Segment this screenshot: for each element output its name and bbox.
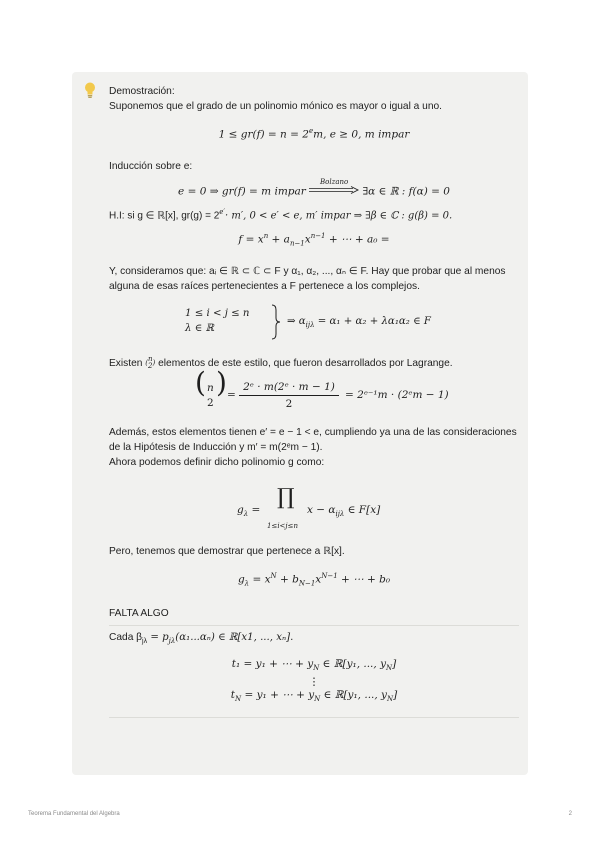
proof-title: Demostración: <box>109 86 175 97</box>
equation-g-lambda: $g_\lambda = x^N + b_{N-1}x^{N-1}$ + ⋯ + b₀ <box>237 571 391 588</box>
right-brace-icon <box>271 304 281 340</box>
divider-bottom <box>109 717 519 718</box>
equation-product: $g_\lambda$ = ∏ 1≤i<j≤n $x - \alpha_{ij\lambda}$ ∈ F[x] <box>237 484 381 530</box>
pero-text: Pero, tenemos que demostrar que pertenece a ℝ[x]. <box>109 545 345 557</box>
equation-binomial: ( n 2 ) = 2ᵉ · m(2ᵉ · m − 1) 2 = 2ᵉ⁻¹m · (2ᵉm − 1) <box>195 365 449 410</box>
induction-hypothesis: H.I: si g ∈ ℝ[x], $gr(g) = 2^{e'}\cdot m'$, 0 < e′ < e, m′ impar ⇒ ∃β ∈ ℂ : g(β) = 0. <box>109 208 453 222</box>
induction-text: Inducción sobre e: <box>109 160 193 172</box>
bolzano-arrow: Bolzano <box>309 184 359 199</box>
cada-text: Cada $\beta_{j\lambda} = p_{j\lambda}(\alpha_1...\alpha_n)$ ∈ ℝ[x1, ..., xₙ]. <box>109 631 294 645</box>
page-number: 2 <box>568 811 572 817</box>
divider-top <box>109 625 519 626</box>
equation-base-case: e = 0 ⇒ gr(f) = m impar Bolzano ∃α ∈ ℝ : f(α) = 0 <box>178 177 450 197</box>
lightbulb-icon <box>83 81 97 99</box>
vertical-dots: ⋮ <box>308 675 320 688</box>
proof-content <box>109 84 519 718</box>
consider-text: Y, consideramos que: aᵢ ∈ ℝ ⊂ ℂ ⊂ F y α₁, α₂, ..., αₙ ∈ F. Hay que probar que al menos alguna de esas raíces pertenecientes a F pertenece a los complejos. <box>109 265 506 292</box>
intro-text: Suponemos que el grado de un polinomio mónico es mayor o igual a uno. <box>109 101 443 112</box>
equation-degree: $1 \le gr(f) = n = 2^em$, e ≥ 0, m impar <box>218 127 410 141</box>
falta-algo-text: FALTA ALGO <box>109 607 169 619</box>
equation-polynomial: $f = x^n + a_{n-1}x^{n-1}$ + ⋯ + a₀ = <box>238 232 390 248</box>
footer-title: Teorema Fundamental del Algebra <box>28 811 120 817</box>
equation-t1: t₁ = y₁ + ⋯ + $y_N$ ∈ ℝ[y₁, ..., $y_N$] <box>231 657 397 672</box>
equation-tN: $t_N = y_1$ + ⋯ + $y_N$ ∈ ℝ[y₁, ..., $y_N$] <box>230 688 398 703</box>
existen-text: Existen ( n 2 ) elementos de este estilo, que fueron desarrollados por Lagrange. <box>109 355 453 371</box>
binomial-inline: ( n 2 ) <box>145 355 156 371</box>
ahora-text: Ahora podemos definir dicho polinomio g como: <box>109 456 325 468</box>
ademas-text: Además, estos elementos tienen e′ = e − 1 < e, cumpliendo ya una de las consideraciones de la Hipótesis de Inducción y m′ = m(2ᵉm − 1). <box>109 426 517 453</box>
conditions-system: 1 ≤ i < j ≤ n λ ∈ ℝ ⇒ $\alpha_{ij\lambda} = \alpha_1 + \alpha_2 + \lambda\alpha_1\alpha_2$ ∈ F <box>185 306 519 340</box>
